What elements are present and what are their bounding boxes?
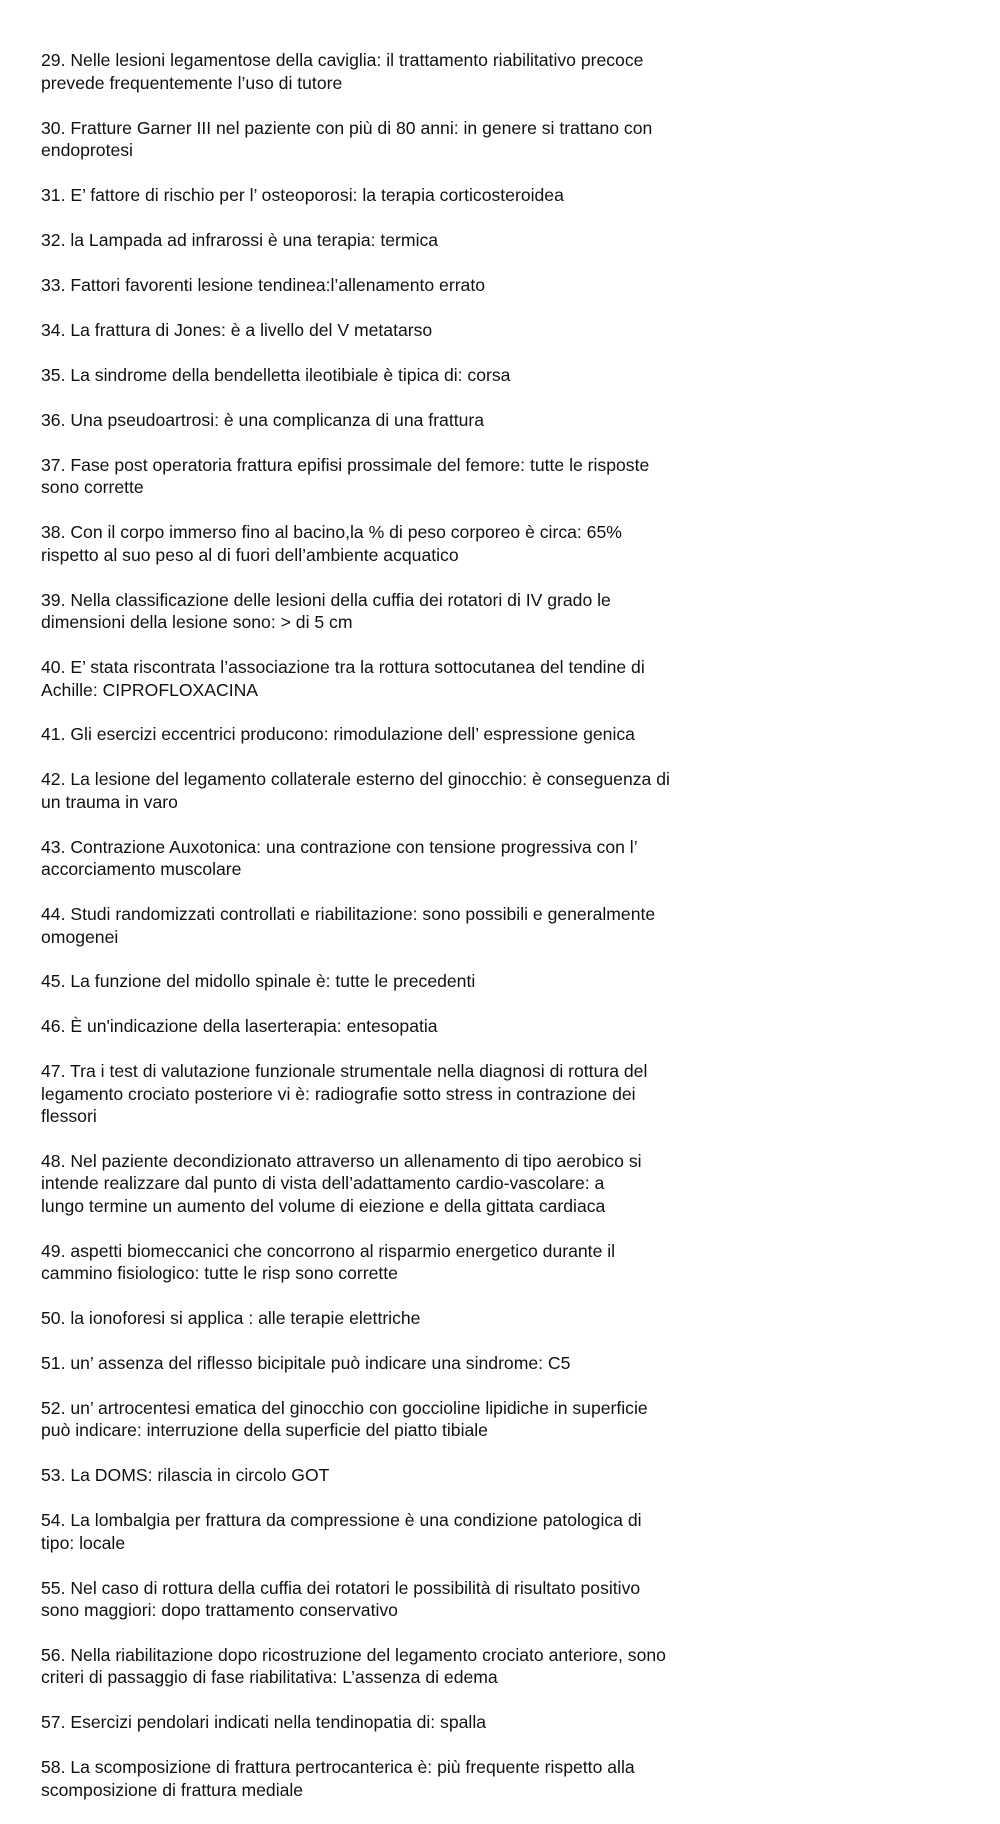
question-29: 29. Nelle lesioni legamentose della caviglia: il trattamento riabilitativo precoce prevede frequentemente l’uso di tutore [41,50,644,93]
question-41: 41. Gli esercizi eccentrici producono: rimodulazione dell’ espressione genica [41,724,635,745]
question-46: 46. È un'indicazione della laserterapia: entesopatia [41,1016,438,1037]
question-list-section-2 [41,207,761,1824]
question-35: 35. La sindrome della bendelletta ileotibiale è tipica di: corsa [41,365,511,386]
question-58: 58. La scomposizione di frattura pertrocanterica è: più frequente rispetto alla scomposizione di frattura mediale [41,1757,635,1800]
question-33: 33. Fattori favorenti lesione tendinea:l’allenamento errato [41,275,486,296]
question-47: 47. Tra i test di valutazione funzionale strumentale nella diagnosi di rottura del legamento crociato posteriore vi è: radiografie sotto stress in contrazione dei flessori [41,1061,648,1127]
question-53: 53. La DOMS: rilascia in circolo GOT [41,1465,330,1486]
question-56: 56. Nella riabilitazione dopo ricostruzione del legamento crociato anteriore, sono criteri di passaggio di fase riabilitativa: L’assenza di edema [41,1645,666,1688]
question-48: 48. Nel paziente decondizionato attraverso un allenamento di tipo aerobico si intende realizzare dal punto di vista dell’adattamento cardio-vascolare: a lungo termine un aumento del volume di eiezione e della gittata cardiaca [41,1151,642,1216]
question-31: 31. E’ fattore di rischio per l’ osteoporosi: la terapia corticosteroidea [41,185,564,206]
question-52: 52. un’ artrocentesi ematica del ginocchio con goccioline lipidiche in superficie può indicare: interruzione della superficie del piatto tibiale [41,1398,648,1441]
question-49: 49. aspetti biomeccanici che concorrono al risparmio energetico durante il cammino fisiologico: tutte le risp sono corrette [41,1240,616,1284]
question-36: 36. Una pseudoartrosi: è una complicanza di una frattura [41,410,485,431]
question-51: 51. un’ assenza del riflesso bicipitale può indicare una sindrome: C5 [41,1353,571,1374]
question-55: 55. Nel caso di rottura della cuffia dei rotatori le possibilità di risultato positivo sono maggiori: dopo trattamento conservativo [41,1577,641,1621]
question-list-section-1 [41,27,761,229]
question-38: 38. Con il corpo immerso fino al bacino,la % di peso corporeo è circa: 65% rispetto al suo peso al di fuori dell’ambiente acquatico [41,522,622,565]
question-45: 45. La funzione del midollo spinale è: tutte le precedenti [41,971,476,992]
question-30: 30. Fratture Garner III nel paziente con più di 80 anni: in genere si trattano con endoprotesi [41,117,653,161]
question-44: 44. Studi randomizzati controllati e riabilitazione: sono possibili e generalmente omogenei [41,904,656,947]
question-34: 34. La frattura di Jones: è a livello del V metatarso [41,320,433,341]
question-39: 39. Nella classificazione delle lesioni della cuffia dei rotatori di IV grado le dimensioni della lesione sono: > di 5 cm [41,589,611,633]
question-57: 57. Esercizi pendolari indicati nella tendinopatia di: spalla [41,1712,487,1733]
question-40: 40. E’ stata riscontrata l’associazione tra la rottura sottocutanea del tendine di Achille: CIPROFLOXACINA [41,657,645,700]
question-43: 43. Contrazione Auxotonica: una contrazione con tensione progressiva con l’ accorciamento muscolare [41,836,638,880]
question-50: 50. la ionoforesi si applica : alle terapie elettriche [41,1308,421,1329]
question-54: 54. La lombalgia per frattura da compressione è una condizione patologica di tipo: locale [41,1510,642,1553]
question-42: 42. La lesione del legamento collaterale esterno del ginocchio: è conseguenza di un trauma in varo [41,769,670,812]
question-37: 37. Fase post operatoria frattura epifisi prossimale del femore: tutte le risposte sono corrette [41,454,650,498]
question-32: 32. la Lampada ad infrarossi è una terapia: termica [41,230,439,251]
